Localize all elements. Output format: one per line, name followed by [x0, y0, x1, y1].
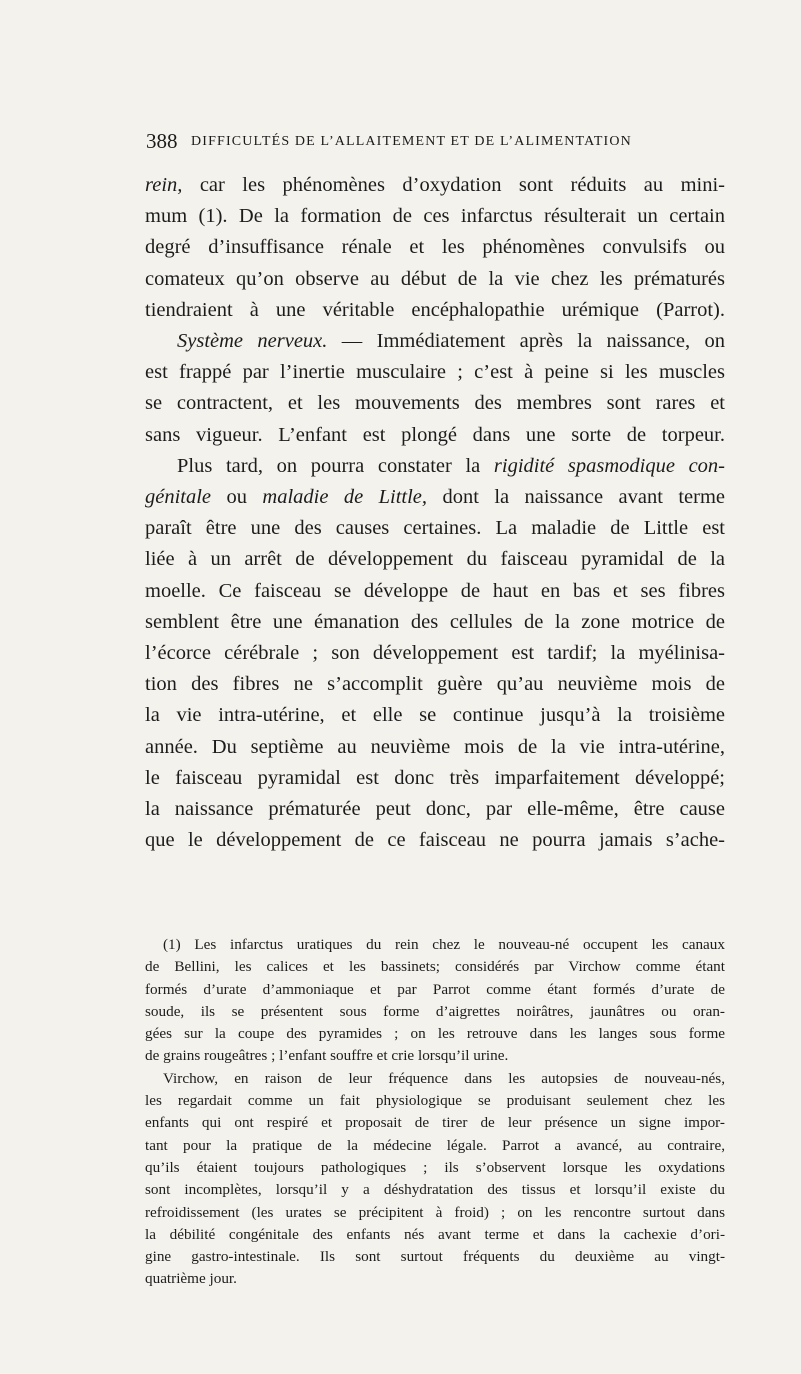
text-line	[145, 825, 725, 856]
text-line	[145, 794, 725, 825]
text-segment: mum (1). De la formation de ces infarctus résulterait un certain	[145, 205, 725, 228]
footnote-line: sont incomplètes, lorsqu’il y a déshydratation des tissus et lorsqu’il existe du	[145, 1181, 725, 1199]
text-segment: la vie intra-utérine, et elle se continue jusqu’à la troisième	[145, 704, 725, 727]
text-line	[145, 576, 725, 607]
footnote-line: qu’ils étaient toujours pathologiques ; ils s’observent lorsque les oxydations	[145, 1158, 725, 1176]
footnote-line: formés d’urate d’ammoniaque et par Parrot comme étant formés d’urate de	[145, 980, 725, 998]
italic-text: rein,	[145, 174, 183, 196]
text-segment: — Immédiatement après la naissance, on	[327, 330, 725, 353]
text-line	[145, 763, 725, 794]
footnote-line: gées sur la coupe des pyramides ; on les retrouve dans les langes sous forme	[145, 1025, 725, 1043]
running-title: DIFFICULTÉS DE L’ALLAITEMENT ET DE L’ALIMENTATION	[191, 134, 632, 149]
footnote-line: la débilité congénitale des enfants nés avant terme et dans la cachexie d’ori-	[145, 1225, 725, 1243]
text-segment: année. Du septième au neuvième mois de la vie intra-utérine,	[145, 735, 725, 758]
text-line	[145, 451, 725, 482]
text-segment: est frappé par l’inertie musculaire ; c’est à peine si les muscles	[145, 361, 725, 384]
running-head	[146, 128, 721, 154]
footnote-line: gine gastro-intestinale. Ils sont surtout fréquents du deuxième au vingt-	[145, 1248, 725, 1266]
text-segment: sans vigueur. L’enfant est plongé dans une sorte de torpeur.	[145, 423, 725, 446]
main-text	[145, 170, 725, 856]
footnote-line: enfants qui ont respiré et proposait de tirer de leur présence un signe impor-	[145, 1114, 725, 1132]
text-segment: comateux qu’on observe au début de la vie chez les prématurés	[145, 267, 725, 290]
text-segment: tiendraient à une véritable encéphalopathie urémique (Parrot).	[145, 298, 725, 321]
footnote-line: de grains rougeâtres ; l’enfant souffre et crie lorsqu’il urine.	[145, 1047, 509, 1065]
footnote-line: (1) Les infarctus uratiques du rein chez le nouveau-né occupent les canaux	[163, 936, 725, 953]
text-segment: la naissance prématurée peut donc, par elle-même, être cause	[145, 798, 725, 821]
footnote-line: les regardait comme un fait physiologique se produisant seulement chez les	[145, 1092, 725, 1110]
footnote-line: de Bellini, les calices et les bassinets; considérés par Virchow comme étant	[145, 958, 725, 976]
italic-text: Système nerveux.	[177, 330, 328, 353]
text-segment: moelle. Ce faisceau se développe de haut en bas et ses fibres	[145, 579, 725, 602]
footnote-line: quatrième jour.	[145, 1270, 237, 1288]
text-line	[145, 638, 725, 669]
text-line	[145, 513, 725, 544]
text-line	[145, 482, 725, 513]
text-segment: Plus tard, on pourra constater la	[177, 454, 494, 477]
text-line	[145, 607, 725, 638]
text-line	[145, 700, 725, 731]
text-segment: ou	[211, 486, 263, 509]
footnote-line: tant pour la pratique de la médecine légale. Parrot a avancé, au contraire,	[145, 1136, 725, 1154]
text-segment: que le développement de ce faisceau ne pourra jamais s’ache-	[145, 829, 725, 852]
text-segment: liée à un arrêt de développement du faisceau pyramidal de la	[145, 548, 725, 571]
text-segment: dont la naissance avant terme	[427, 486, 725, 509]
italic-text: maladie de Little,	[262, 486, 428, 509]
footnote-line: soude, ils se présentent sous forme d’aigrettes noirâtres, jaunâtres ou oran-	[145, 1002, 725, 1020]
text-segment: se contractent, et les mouvements des membres sont rares et	[145, 392, 725, 415]
text-line	[145, 420, 725, 451]
text-segment: car les phénomènes d’oxydation sont réduits au mini-	[182, 174, 725, 196]
page-number: 388	[146, 129, 178, 153]
text-line	[145, 732, 725, 763]
text-line	[145, 201, 725, 232]
footnotes	[145, 934, 725, 1291]
text-segment: paraît être une des causes certaines. La maladie de Little est	[145, 517, 725, 540]
text-line	[145, 544, 725, 575]
italic-text: rigidité spasmodique con-	[493, 454, 726, 477]
footnote-line: Virchow, en raison de leur fréquence dans les autopsies de nouveau-nés,	[163, 1069, 725, 1087]
text-line	[145, 669, 725, 700]
text-line	[145, 170, 725, 201]
text-segment: degré d’insuffisance rénale et les phénomènes convulsifs ou	[145, 236, 725, 259]
text-segment: semblent être une émanation des cellules de la zone motrice de	[145, 610, 725, 633]
text-line	[145, 357, 725, 388]
footnote-line: refroidissement (les urates se précipitent à froid) ; on les rencontre surtout dans	[145, 1203, 725, 1221]
text-segment: le faisceau pyramidal est donc très imparfaitement développé;	[145, 766, 725, 789]
text-segment: l’écorce cérébrale ; son développement est tardif; la myélinisa-	[145, 642, 725, 665]
text-line	[145, 326, 725, 357]
text-segment: tion des fibres ne s’accomplit guère qu’au neuvième mois de	[145, 673, 725, 696]
text-line	[145, 232, 725, 263]
text-line	[145, 388, 725, 419]
italic-text: génitale	[145, 486, 212, 509]
text-line	[145, 264, 725, 295]
text-line	[145, 295, 725, 326]
